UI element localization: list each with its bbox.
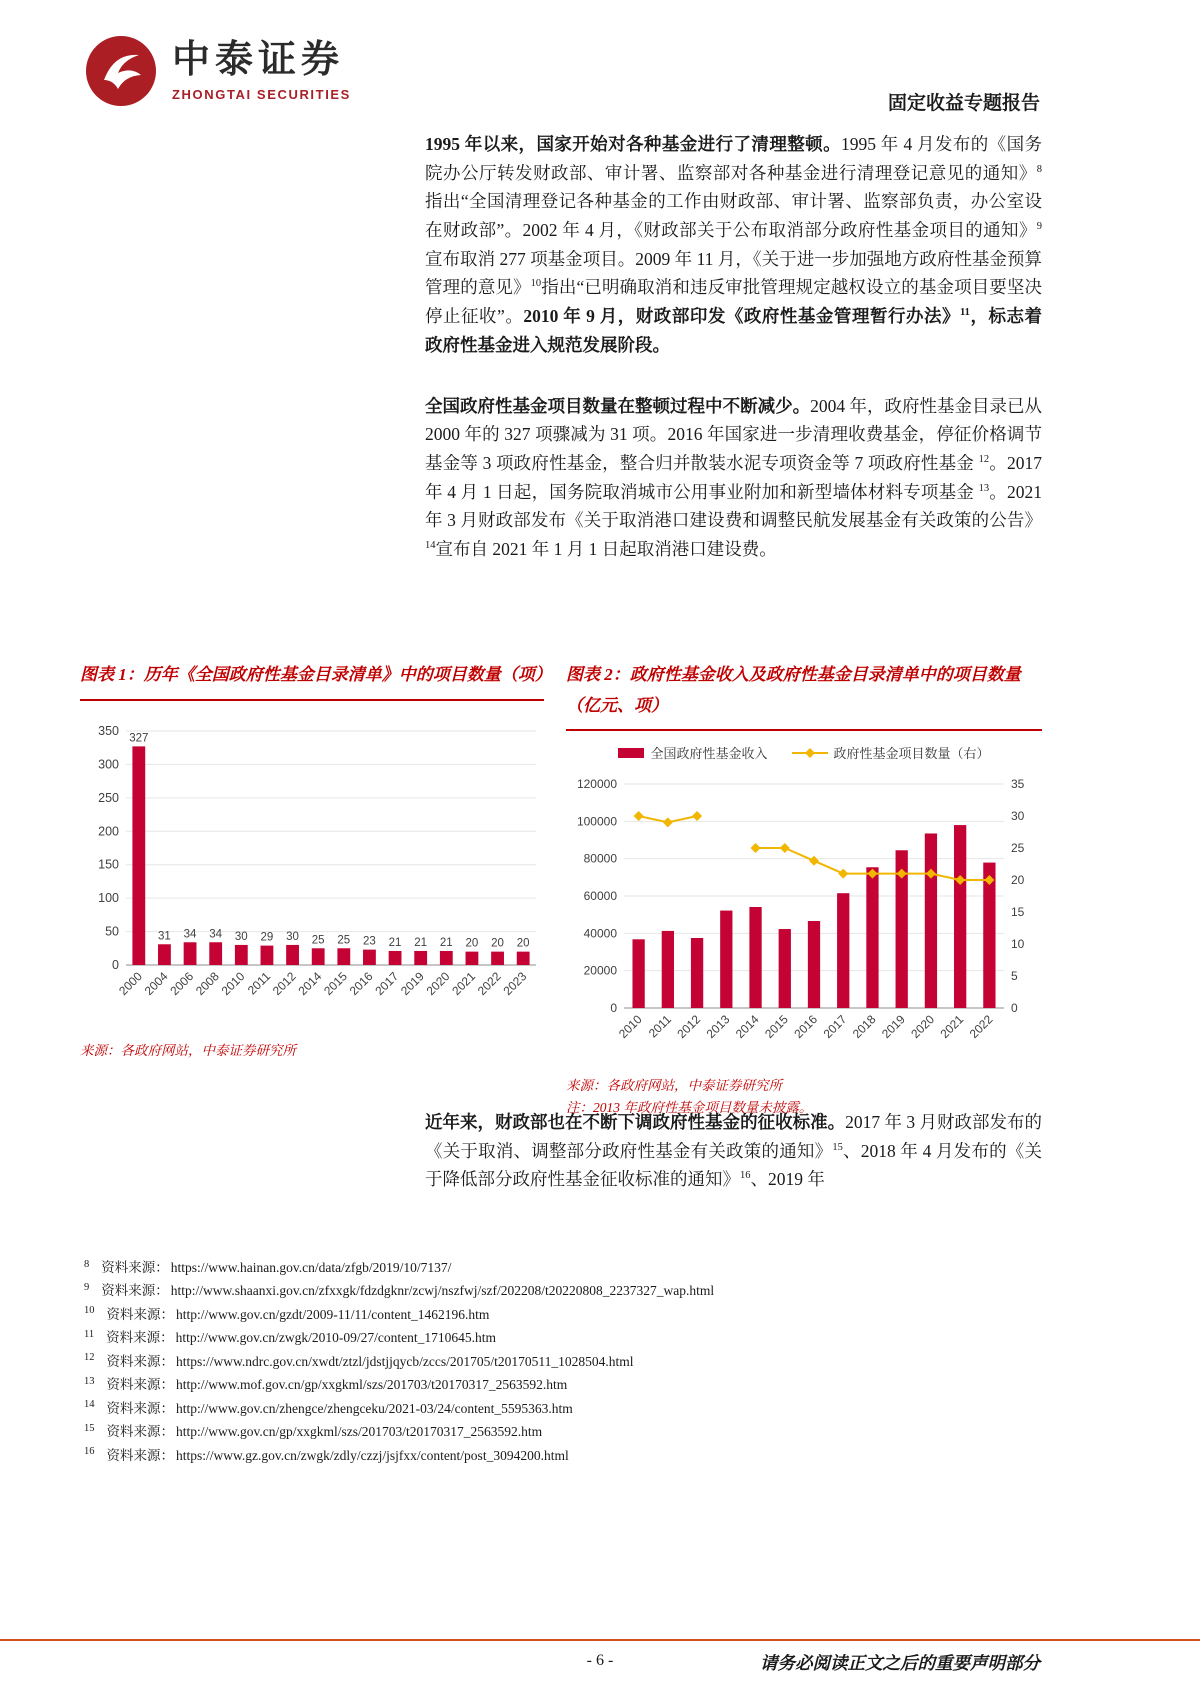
footnote-ref: 12 [978,454,990,466]
text-segment: 近年来，财政部也在不断下调政府性基金的征收标准。 [425,1112,846,1132]
text-segment: ，标志着政府性基金进入规范发展阶段。 [425,306,1042,355]
brand-name-cn: 中泰证券 [172,39,345,81]
footnote-url: http://www.gov.cn/zhengce/zhengceku/2021-03/24/content_5595363.htm [176,1400,573,1416]
footer-rule [0,1639,1200,1641]
footnote-label: 资料来源： [101,1283,169,1299]
svg-text:350: 350 [98,723,119,738]
svg-text:2006: 2006 [167,968,197,998]
svg-text:5: 5 [1011,969,1018,984]
svg-text:250: 250 [98,790,119,805]
svg-text:327: 327 [129,731,149,744]
footnote-url: http://www.shaanxi.gov.cn/zfxxgk/fdzdgknr/zcwj/nszfwj/szf/202208/t20220808_2237327_wap.html [170,1283,715,1299]
footnote-ref: 10 [530,278,542,290]
footnote-label: 资料来源： [106,1447,174,1463]
figure-1-title: 图表 1：历年《全国政府性基金目录清单》中的项目数量（项） [80,660,544,701]
legend-label: 政府性基金项目数量（右） [833,746,990,762]
legend-label: 全国政府性基金收入 [650,746,768,762]
svg-text:2012: 2012 [269,968,299,998]
footnote-url: https://www.hainan.gov.cn/data/zfgb/2019/10/7137/ [170,1260,452,1275]
footnote-ref: 16 [740,1170,751,1182]
footnote-item [84,1373,1124,1396]
header-brand [84,34,351,108]
text-segment: 2017 年 3 月财政部发布的《关于取消、调整部分政府性基金有关政策的通知》 [425,1112,1043,1161]
svg-text:2019: 2019 [879,1012,908,1042]
footnote-ref: 9 [1036,221,1042,233]
svg-text:2019: 2019 [398,968,427,998]
footnote-item [84,1444,1124,1467]
svg-text:25: 25 [337,933,351,946]
svg-text:25: 25 [311,933,325,946]
brand-name-en: ZHONGTAI SECURITIES [172,86,351,102]
svg-text:2015: 2015 [321,968,350,998]
svg-text:2010: 2010 [218,968,248,998]
svg-text:21: 21 [439,936,453,949]
brand-text [172,34,351,102]
page-number: - 6 - [586,1652,614,1669]
line-swatch-icon [792,747,828,759]
text-segment: 2004 年，政府性基金目录已从 2000 年的 327 项骤减为 31 项。2016 年国家进一步清理收费基金，停征价格调节基金等 3 项政府性基金，整合归并散装水泥专项资金等 7 项政府性基金 [425,395,1043,473]
body-text-2 [425,1108,1042,1194]
svg-text:2020: 2020 [908,1012,938,1042]
svg-text:34: 34 [209,927,223,940]
svg-text:2021: 2021 [937,1012,967,1042]
svg-text:34: 34 [183,927,197,940]
svg-text:20: 20 [1011,873,1025,888]
figure-1-source: 来源：各政府网站，中泰证券研究所 [80,1042,296,1058]
svg-text:2014: 2014 [295,968,325,998]
figure-2-chart [566,770,1038,1066]
svg-text:2016: 2016 [346,968,376,998]
footnote-url: http://www.gov.cn/gzdt/2009-11/11/content_1462196.htm [176,1306,490,1322]
footnote-url: http://www.mof.gov.cn/gp/xxgkml/szs/201703/t20170317_2563592.htm [176,1377,568,1393]
figure-2-legend [566,743,1042,762]
svg-text:20000: 20000 [583,963,617,978]
svg-text:20: 20 [465,937,479,950]
footnote-number: 12 [84,1352,95,1364]
text-segment: 2010 年 9 月，财政部印发《政府性基金管理暂行办法》 [523,306,961,327]
footnote-label: 资料来源： [106,1353,174,1369]
footnote-label: 资料来源： [106,1306,174,1322]
svg-text:2012: 2012 [674,1012,704,1042]
text-segment: 宣布自 2021 年 1 月 1 日起取消港口建设费。 [435,538,777,559]
text-segment: 指出“已明确取消和违反审批管理规定越权设立的基金项目要坚决停止征收”。 [425,277,1043,327]
figure-1 [80,660,552,1116]
svg-text:20: 20 [491,937,504,950]
text-segment: 、2018 年 4 月发布的《关于降低部分政府性基金征收标准的通知》 [425,1140,1043,1190]
paragraph [425,392,1042,564]
footnote-ref: 11 [960,307,970,319]
svg-text:2017: 2017 [820,1012,850,1042]
paragraph [425,130,1042,360]
svg-text:30: 30 [1011,809,1025,824]
svg-text:30: 30 [234,930,248,943]
text-segment: 1995 年 4 月发布的《国务院办公厅转发财政部、审计署、监察部对各种基金进行清理登记意见的通知》 [425,134,1042,183]
footnote-number: 13 [84,1375,95,1387]
footnote-label: 资料来源： [106,1377,174,1393]
svg-text:31: 31 [158,929,171,942]
text-segment: 指出“全国清理登记各种基金的工作由财政部、审计署、监察部负责，办公室设在财政部”。2002 年 4 月，《财政部关于公布取消部分政府性基金项目的通知》 [425,191,1042,241]
svg-text:2021: 2021 [449,968,479,998]
svg-text:2015: 2015 [762,1012,791,1042]
text-segment: 宣布取消 277 项基金项目。2009 年 11 月，《关于进一步加强地方政府性基金预算管理的意见》 [425,248,1042,298]
paragraph [425,1108,1042,1194]
figure-2-note: 注：2013 年政府性基金项目数量未披露。 [566,1100,813,1116]
footnotes [84,1256,1124,1467]
footnote-url: http://www.gov.cn/gp/xxgkml/szs/201703/t20170317_2563592.htm [176,1424,543,1440]
svg-text:21: 21 [414,936,428,949]
svg-text:2022: 2022 [966,1012,996,1042]
svg-text:21: 21 [388,936,402,949]
legend-item-line [792,743,990,762]
footnote-number: 8 [84,1258,90,1270]
svg-text:0: 0 [1011,1001,1018,1016]
svg-text:2017: 2017 [372,968,402,998]
svg-text:100000: 100000 [576,814,617,829]
report-type-label: 固定收益专题报告 [887,93,1040,114]
svg-text:10: 10 [1011,937,1025,952]
figure-2-title: 图表 2：政府性基金收入及政府性基金目录清单中的项目数量（亿元、项） [566,660,1042,731]
footnote-number: 14 [84,1399,95,1411]
svg-text:2016: 2016 [791,1012,821,1042]
figure-1-chart [80,709,542,1031]
figure-2 [566,660,1042,1116]
footnote-item [84,1397,1124,1420]
figure-2-source: 来源：各政府网站，中泰证券研究所 [566,1078,782,1094]
footnote-label: 资料来源： [101,1260,169,1275]
charts-row [80,660,1042,1116]
footnote-item [84,1303,1124,1326]
svg-text:25: 25 [1011,841,1025,856]
footnote-number: 9 [84,1281,90,1293]
legend-item-bar [618,743,767,762]
text-segment: 1995 年以来，国家开始对各种基金进行了清理整顿。 [425,134,841,154]
footnote-url: https://www.gz.gov.cn/zwgk/zdly/czzj/jsjfxx/content/post_3094200.html [176,1447,569,1463]
footnote-label: 资料来源： [106,1400,174,1416]
text-segment: 、2019 年 [750,1169,825,1190]
footnote-number: 16 [84,1446,95,1458]
svg-text:0: 0 [610,1001,617,1016]
svg-text:60000: 60000 [583,889,617,904]
svg-text:2008: 2008 [193,968,222,998]
footnote-url: https://www.ndrc.gov.cn/xwdt/ztzl/jdstjjqycb/zccs/201705/t20170511_1028504.html [176,1353,634,1369]
text-segment: 。2017 年 4 月 1 日起，国务院取消城市公用事业附加和新型墙体材料专项基金 [425,452,1043,502]
footnote-ref: 13 [978,482,990,494]
footnote-label: 资料来源： [106,1424,174,1440]
footnote-item [84,1256,1124,1279]
svg-text:29: 29 [260,931,274,944]
svg-text:2022: 2022 [474,968,504,998]
svg-text:50: 50 [105,924,119,939]
footnote-url: http://www.gov.cn/zwgk/2010-09/27/content_1710645.htm [175,1330,496,1346]
bar-swatch-icon [618,748,644,758]
svg-text:2011: 2011 [645,1012,674,1041]
svg-text:2011: 2011 [244,968,274,997]
svg-text:2004: 2004 [141,968,171,998]
footnote-item [84,1326,1124,1349]
svg-text:2014: 2014 [732,1012,762,1042]
footnote-item [84,1420,1124,1443]
svg-text:2013: 2013 [703,1012,733,1042]
svg-text:40000: 40000 [583,926,617,941]
footnote-ref: 8 [1036,163,1042,175]
footnote-ref: 15 [832,1141,843,1153]
svg-text:20: 20 [516,937,530,950]
text-segment: 全国政府性基金项目数量在整顿过程中不断减少。 [425,395,811,416]
footnote-number: 15 [84,1422,95,1434]
svg-text:80000: 80000 [583,851,617,866]
footnote-item [84,1279,1124,1302]
svg-text:2018: 2018 [849,1012,879,1042]
svg-text:150: 150 [98,857,119,872]
footnote-item [84,1350,1124,1373]
zhongtai-logo-icon [84,34,158,108]
body-text [425,130,1042,564]
svg-text:2000: 2000 [116,968,145,998]
text-segment: 。2021 年 3 月财政部发布《关于取消港口建设费和调整民航发展基金有关政策的公告》 [425,481,1043,531]
svg-text:300: 300 [98,757,119,772]
footnote-number: 10 [84,1305,95,1317]
svg-text:2023: 2023 [500,968,530,998]
footnote-ref: 14 [425,540,436,552]
svg-text:30: 30 [286,930,299,943]
footnote-number: 11 [84,1328,95,1340]
svg-text:23: 23 [363,935,376,948]
svg-text:2020: 2020 [423,968,453,998]
svg-text:15: 15 [1011,905,1025,920]
footnote-label: 资料来源： [106,1330,174,1346]
footer-disclaimer: 请务必阅读正文之后的重要声明部分 [760,1653,1040,1673]
svg-text:2010: 2010 [615,1012,645,1042]
svg-text:100: 100 [98,890,119,905]
svg-text:120000: 120000 [576,777,617,792]
svg-text:35: 35 [1011,777,1025,792]
svg-text:0: 0 [112,957,119,972]
svg-text:200: 200 [98,823,119,838]
